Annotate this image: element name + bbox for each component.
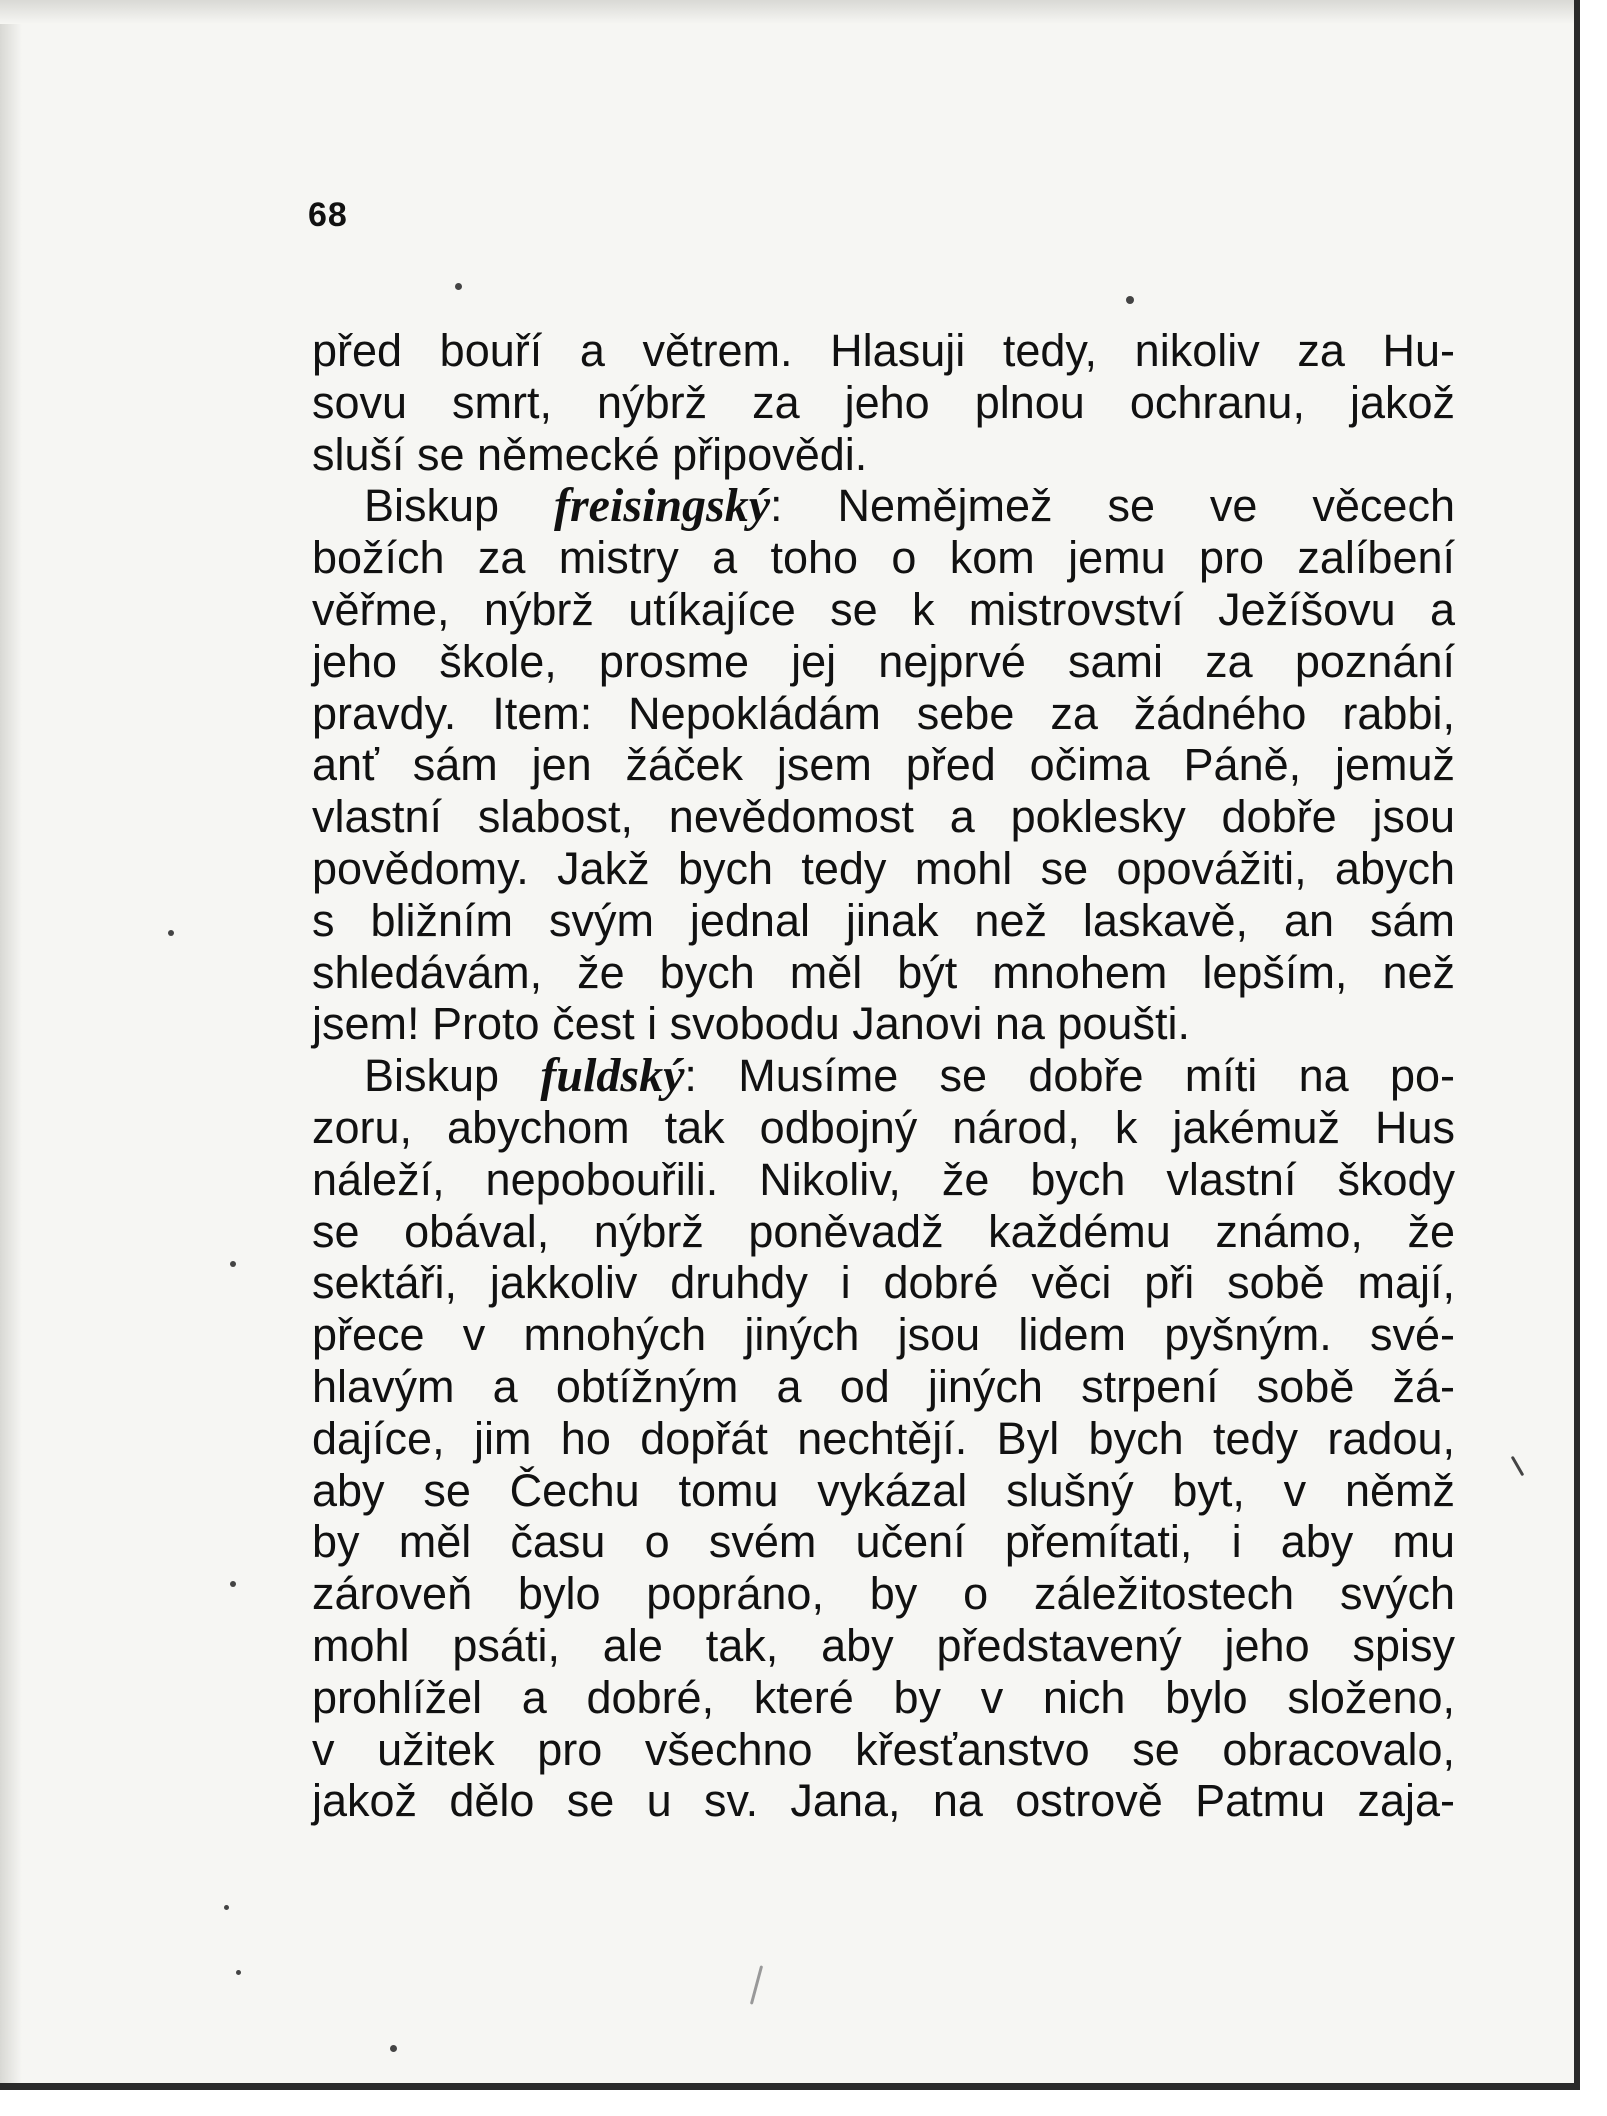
- text-line: [312, 1620, 1455, 1672]
- text-line: [312, 1775, 1455, 1827]
- text-line: [312, 1465, 1455, 1517]
- text-segment: by měl času o svém učení přemítati, i aby mu: [312, 1516, 1455, 1568]
- text-line: [312, 1309, 1455, 1361]
- text-segment: s bližním svým jednal jinak než laskavě, an sám: [312, 894, 1455, 946]
- text-line: [312, 480, 1455, 532]
- text-line: [312, 429, 1455, 481]
- print-speck: [1126, 296, 1134, 304]
- text-line: [312, 1050, 1455, 1102]
- text-line: [312, 1672, 1455, 1724]
- text-segment: sluší se německé připovědi.: [312, 428, 868, 480]
- speaker-name: freisingský: [554, 479, 771, 533]
- text-segment: v užitek pro všechno křesťanstvo se obracovalo,: [312, 1723, 1455, 1775]
- text-line: [312, 688, 1455, 740]
- text-line: [312, 947, 1455, 999]
- speaker-name: fuldský: [540, 1049, 685, 1103]
- text-segment: aby se Čechu tomu vykázal slušný byt, v němž: [312, 1464, 1455, 1516]
- text-line: [312, 532, 1455, 584]
- text-segment: zoru, abychom tak odbojný národ, k jakémuž Hus: [312, 1101, 1455, 1153]
- text-segment: : Musíme se dobře míti na po-: [684, 1050, 1455, 1102]
- text-segment: hlavým a obtížným a od jiných strpení sobě žá-: [312, 1360, 1455, 1412]
- text-line: [312, 325, 1455, 377]
- text-segment: před bouří a větrem. Hlasuji tedy, nikoliv za Hu-: [312, 325, 1455, 376]
- print-speck: [390, 2045, 397, 2052]
- body-text: [312, 325, 1455, 1827]
- print-speck: [168, 930, 174, 936]
- text-line: [312, 1257, 1455, 1309]
- text-line: [312, 636, 1455, 688]
- text-segment: : Nemějmež se ve věcech: [770, 480, 1455, 532]
- text-line: [312, 1724, 1455, 1776]
- text-segment: anť sám jen žáček jsem před očima Páně, jemuž: [312, 739, 1455, 791]
- text-line: [312, 998, 1455, 1050]
- page-number: 68: [308, 196, 348, 234]
- text-segment: jeho škole, prosme jej nejprvé sami za poznání: [312, 635, 1455, 687]
- text-segment: prohlížel a dobré, které by v nich bylo složeno,: [312, 1671, 1455, 1723]
- text-segment: jsem! Proto čest i svobodu Janovi na poušti.: [312, 998, 1190, 1050]
- print-speck: [750, 1965, 763, 2004]
- text-segment: Biskup: [364, 480, 555, 532]
- text-segment: vlastní slabost, nevědomost a poklesky dobře jsou: [312, 791, 1455, 843]
- print-speck: [1511, 1456, 1525, 1477]
- print-speck: [230, 1581, 236, 1587]
- text-segment: sovu smrt, nýbrž za jeho plnou ochranu, jakož: [312, 376, 1455, 428]
- print-speck: [224, 1905, 229, 1910]
- text-line: [312, 895, 1455, 947]
- text-segment: sektáři, jakkoliv druhdy i dobré věci při sobě mají,: [312, 1257, 1455, 1309]
- text-segment: se obával, nýbrž poněvadž každému známo, že: [312, 1205, 1455, 1257]
- print-speck: [236, 1970, 241, 1975]
- text-line: [312, 1206, 1455, 1258]
- text-line: [312, 1568, 1455, 1620]
- text-segment: náleží, nepobouřili. Nikoliv, že bych vlastní škody: [312, 1153, 1455, 1205]
- text-segment: povědomy. Jakž bych tedy mohl se opovážiti, abych: [312, 842, 1455, 894]
- text-segment: božích za mistry a toho o kom jemu pro zalíbení: [312, 532, 1455, 584]
- text-line: [312, 1413, 1455, 1465]
- text-segment: shledávám, že bych měl být mnohem lepším, než: [312, 946, 1455, 998]
- print-speck: [230, 1261, 236, 1267]
- text-segment: mohl psáti, ale tak, aby představený jeho spisy: [312, 1619, 1455, 1671]
- text-line: [312, 377, 1455, 429]
- text-segment: věřme, nýbrž utíkajíce se k mistrovství Ježíšovu a: [312, 583, 1455, 635]
- print-speck: [455, 283, 462, 290]
- text-segment: Biskup: [364, 1050, 541, 1102]
- text-segment: dajíce, jim ho dopřát nechtějí. Byl bych tedy radou,: [312, 1412, 1455, 1464]
- text-segment: zároveň bylo popráno, by o záležitostech svých: [312, 1568, 1455, 1620]
- text-segment: přece v mnohých jiných jsou lidem pyšným. své-: [312, 1309, 1455, 1361]
- text-line: [312, 1102, 1455, 1154]
- text-line: [312, 791, 1455, 843]
- text-line: [312, 1516, 1455, 1568]
- text-segment: pravdy. Item: Nepokládám sebe za žádného rabbi,: [312, 687, 1455, 739]
- text-line: [312, 1361, 1455, 1413]
- text-line: [312, 584, 1455, 636]
- text-segment: jakož dělo se u sv. Jana, na ostrově Patmu zaja-: [312, 1775, 1455, 1827]
- text-line: [312, 739, 1455, 791]
- text-line: [312, 1154, 1455, 1206]
- text-line: [312, 843, 1455, 895]
